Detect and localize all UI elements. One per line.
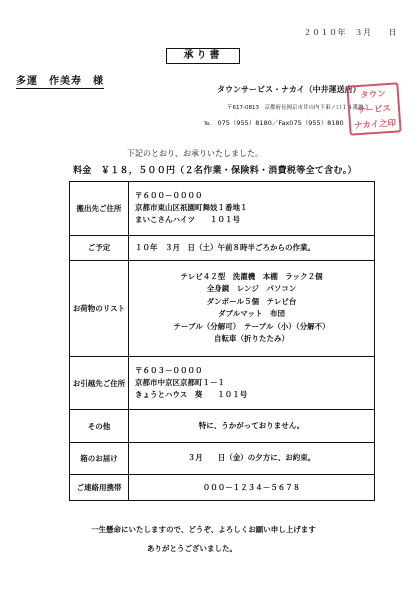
other-value bbox=[129, 410, 375, 442]
table-row bbox=[70, 260, 375, 356]
origin-line: まいこさんハイツ １０１号 bbox=[135, 215, 240, 225]
schedule-text: １０年 ３月 日（土）午前８時半ごろからの作業。 bbox=[135, 242, 315, 252]
cargo-list bbox=[129, 260, 375, 356]
destination-line: 京都市中京区京都町１－１ bbox=[135, 378, 225, 387]
company-tel-fax: ℡ 075（955）8180／Fax075（955）8180 bbox=[204, 119, 344, 127]
details-table bbox=[69, 181, 375, 501]
destination-label: お引越先ご住所 bbox=[70, 356, 129, 410]
intro-text: 下記のとおり、お承りいたしました。 bbox=[127, 149, 263, 158]
document-title: 承り書 bbox=[166, 48, 240, 64]
closing-line-2: ありがとうございました。 bbox=[147, 544, 237, 553]
contact-value bbox=[129, 475, 375, 501]
company-name: タウンサービス・ナカイ（中井運送店） bbox=[217, 85, 361, 94]
table-row bbox=[70, 442, 375, 474]
cargo-item: 全身鏡 レンジ パソコン bbox=[206, 284, 297, 294]
table-row bbox=[70, 410, 375, 442]
cargo-item: 自転車（折りたたみ） bbox=[214, 334, 289, 344]
delivery-text: ３月 日（金）の夕方に、お約束。 bbox=[187, 453, 316, 463]
origin-label: 搬出先ご住所 bbox=[70, 182, 129, 236]
table-row bbox=[70, 475, 375, 501]
fee-line: 料金 ￥１８，５００円（２名作業・保険料・消費税等全て含む。） bbox=[73, 166, 357, 176]
table-row bbox=[70, 356, 375, 410]
document-date: ２０１０年 ３月 日 bbox=[303, 28, 397, 37]
schedule-value bbox=[129, 235, 375, 260]
cargo-item: ダンボール５個 テレビ台 bbox=[206, 296, 297, 306]
cargo-item: テレビ４２型 洗濯機 本棚 ラック２個 bbox=[180, 271, 323, 281]
origin-line: 〒６００－００００ bbox=[135, 191, 203, 201]
cargo-item: ダブルマット 布団 bbox=[218, 309, 285, 319]
company-address: 〒617-0813 京都府長岡京市井の内下東ノ口１４番地３ bbox=[227, 105, 369, 111]
delivery-value bbox=[129, 442, 375, 474]
cargo-item: テーブル（分解可） テーブル（小）（分解不） bbox=[173, 321, 330, 331]
other-label: その他 bbox=[70, 410, 129, 442]
destination-address bbox=[129, 356, 375, 410]
table-row bbox=[70, 235, 375, 260]
stamp-line: ナカイ之印 bbox=[353, 118, 397, 132]
schedule-label: ご予定 bbox=[70, 235, 129, 260]
cargo-label: お荷物のリスト bbox=[70, 260, 129, 356]
stamp-line: サービス bbox=[356, 103, 392, 117]
stamp-line: タウン bbox=[359, 89, 387, 101]
destination-line: 〒６０３－００００ bbox=[135, 366, 203, 375]
company-seal-stamp bbox=[346, 82, 401, 136]
recipient-name: 多運 作美寿 様 bbox=[16, 72, 104, 89]
other-text: 特に、うかがっておりません。 bbox=[198, 421, 305, 431]
table-row bbox=[70, 182, 375, 236]
contact-phone: ０００－１２３４－５６７８ bbox=[202, 482, 301, 492]
destination-line: きょうとハウス 葵 １０１号 bbox=[135, 390, 248, 399]
closing-line-1: 一生懸命にいたしますので、どうぞ、よろしくお願い申し上げます bbox=[91, 525, 316, 534]
origin-line: 京都市東山区祇園町舞妓１番地１ bbox=[135, 203, 248, 213]
contact-label: ご連絡用携帯 bbox=[70, 475, 129, 501]
origin-address bbox=[129, 182, 375, 236]
delivery-label: 箱のお届け bbox=[70, 442, 129, 474]
